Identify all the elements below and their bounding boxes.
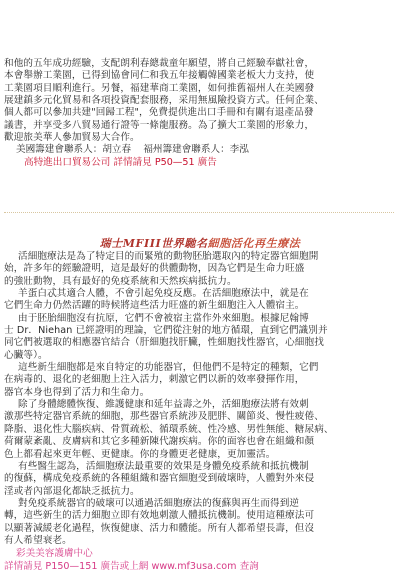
text-line: 和他的五年成功經驗，支配朗利春總裁童年願望，將自己經驗奉獻社會， <box>4 58 315 69</box>
paragraph <box>4 362 392 399</box>
text-line: 個人都可以參加共建"回歸工程"，免費提供進出口手冊和有關有退產品發 <box>4 107 314 119</box>
text-line: 轉，這些新生的活力細胞立即有效地刺激人體抵抗機制。使用這種療法可 <box>4 510 315 522</box>
text-line: 降脂、退化性大腦疾病、骨質疏松、循環系統、性冷感、男性無能、糖尿病、 <box>4 423 334 435</box>
paragraph <box>4 313 392 362</box>
text-line: 有人希望衰老。 <box>4 534 72 546</box>
company-name: 彩美美容護膚中心 <box>16 548 93 560</box>
cell-therapy-article <box>4 251 392 573</box>
text-line: 淫或者內部退化都缺乏抵抗力。 <box>4 485 140 497</box>
paragraph <box>4 461 392 498</box>
text-line: 士 Dr．Niehan 已經證明的理論，它們從注射的地方循環，直到它們識別并 <box>4 325 328 337</box>
article-title <box>0 235 400 251</box>
text-line: 以顯著減緩老化過程，恢復健康、活力和體能。所有人都希望長壽，但沒 <box>4 522 315 534</box>
text-line: 在病毒的、退化的老細胞上注入活力，刺激它們以新的效率發揮作用， <box>4 374 305 386</box>
text-line: 展建鎮多元化貿易和各項投資配套服務，采用無風險投資方式。任何企業、 <box>4 95 324 107</box>
text-line: 器官本身也得到了活力和生命力。 <box>4 386 150 398</box>
article-body <box>4 58 392 144</box>
text-line: 有些醫生認為，活細胞療法最重要的效果是身體免疫系統和抵抗機制 <box>18 460 309 472</box>
text-line: 活細胞療法是為了特定目的而緊殖的動物胚胎選取內的特定器官細胞開 <box>18 251 319 262</box>
text-line: 本會舉辦工業園，已得到協會同仁和我五年接觸韓國業老板大力支持，使 <box>4 70 315 82</box>
paragraph <box>4 498 392 547</box>
text-line: 的復蘇，構成免疫系統的各種組織和器官細胞受到破壞時，人體對外來侵 <box>4 473 315 485</box>
details-link[interactable]: 詳情請見 P150—151 廣告或上網 www.mf3usa.com 查詢 <box>4 560 259 572</box>
text-line: 荷爾蒙紊亂、皮膚病和其它多種新陳代謝疾病。你的面容也會在組織和顏 <box>4 436 315 448</box>
text-line: 對免疫系統器官的破壞可以通過活細胞療法的復蘇與再生而得到逆 <box>18 497 300 509</box>
article-body <box>4 251 392 547</box>
text-line: 它們生命力仍然活躍的時候將這些活力旺盛的新生細胞注入人體宿主。 <box>4 300 305 312</box>
text-line: 同它們被選取的相應器官結合（肝細胞找肝臟，性細胞找性器官，心細胞找 <box>4 337 324 349</box>
paragraph <box>4 251 392 288</box>
section-divider <box>4 212 394 213</box>
ad-reference: 高特進出口貿易公司 詳情請見 P50—51 廣告 <box>24 157 217 168</box>
text-line: 激那些特定器官系統的細胞，那些器官系統涉及肥胖、關節炎、慢性疲倦、 <box>4 411 324 423</box>
title-part-1: 瑞士MFIII世界馳名 <box>99 237 208 250</box>
text-line: 心臟等）。 <box>4 349 48 361</box>
trade-park-article <box>4 58 392 170</box>
text-line: 議書，并享受多八貿易通行證等一條龍服務。為了擴大工業園的形象力， <box>4 119 315 131</box>
text-line: 的強壯動物，具有最好的免疫系統和天然疾病抵抗力。 <box>4 275 237 287</box>
text-line: 由于胚胎細胞沒有抗原，它們不會被宿主當作外來細胞。根據尼翰博 <box>18 312 309 324</box>
contact-persons: 美國籌建會聯系人：胡立春 福州籌建會聯系人：李泓 <box>16 144 249 156</box>
paragraph <box>4 399 392 461</box>
text-line: 羊蛋白忒其適合人體，不會引起免疫反應。在活細胞療法中，就是在 <box>18 288 309 300</box>
text-line: 始，許多年的經驗證明，這是最好的供體動物，因為它們是生命力旺盛 <box>4 263 305 275</box>
text-line: 工業園項目順利進行。另餐，福建華商工業園，如何推舊福州人在美國發 <box>4 82 315 94</box>
paragraph <box>4 288 392 313</box>
text-line: 色上都看起來更年輕、更健康。你的身體更老健康，更加靈活。 <box>4 448 276 460</box>
text-line: 除了身體總體恢復、維護健康和延年益壽之外，活細胞療法將有效刺 <box>18 399 309 411</box>
title-part-2: 細胞活化再生療法 <box>207 237 301 250</box>
text-line: 這些新生細胞都是來自特定的功能器官，但他們不是特定的種類，它們 <box>18 362 319 374</box>
text-line: 歡迎旅美華人參加貿易大合作。 <box>4 132 140 144</box>
